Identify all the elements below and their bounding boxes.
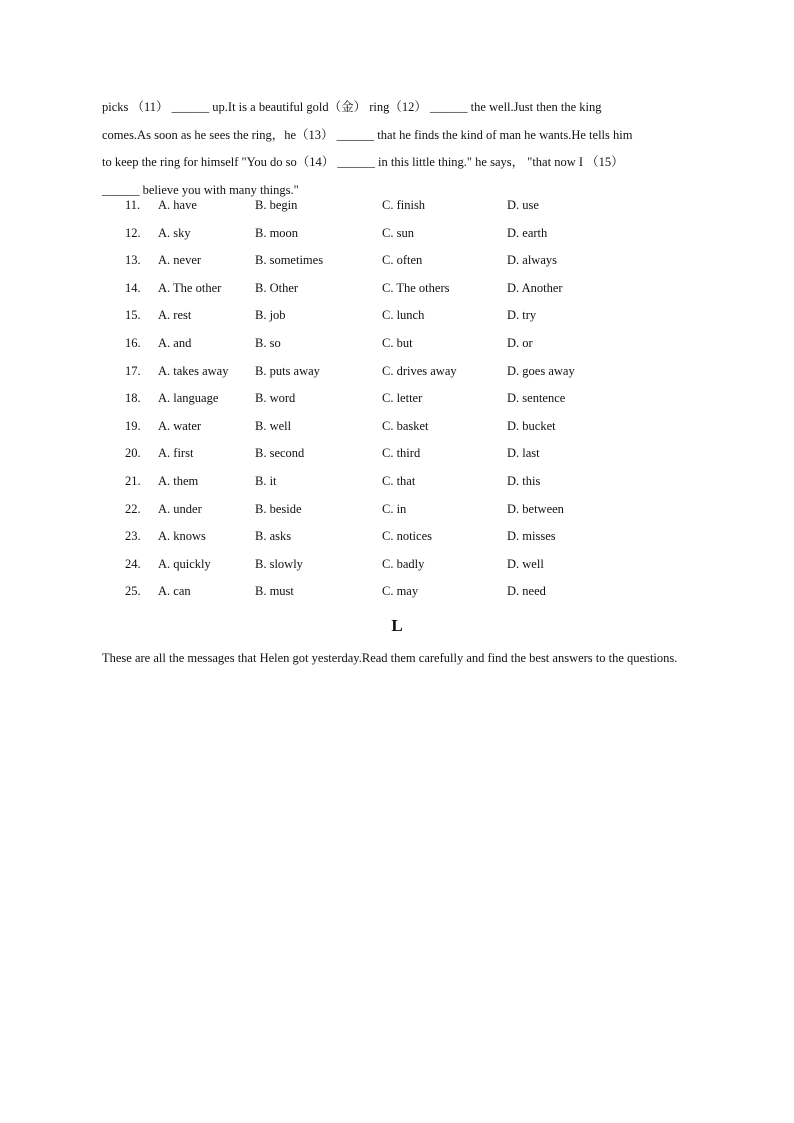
option-a: A. water xyxy=(158,418,202,433)
option-d: D. Another xyxy=(507,280,563,295)
option-b: B. it xyxy=(255,473,277,488)
option-c: C. that xyxy=(382,473,416,488)
option-b: B. sometimes xyxy=(255,253,324,268)
option-c: C. in xyxy=(382,501,407,516)
passage-line: comes.As soon as he sees the ring，he（13） ______ that he finds the kind of man he wants.He tells him xyxy=(102,127,633,142)
option-c: C. basket xyxy=(382,418,429,433)
option-b: B. word xyxy=(255,391,296,406)
question-row xyxy=(0,557,794,585)
option-d: D. use xyxy=(507,198,539,212)
option-a: A. can xyxy=(158,584,191,599)
option-b: B. must xyxy=(255,584,294,599)
option-b: B. second xyxy=(255,446,305,461)
option-b: B. begin xyxy=(255,198,298,212)
option-c: C. third xyxy=(382,446,421,461)
option-a: A. under xyxy=(158,501,202,516)
option-a: A. first xyxy=(158,446,194,461)
option-a: A. rest xyxy=(158,308,192,323)
question-number: 21. xyxy=(125,473,141,488)
question-number: 12. xyxy=(125,225,141,240)
question-number: 23. xyxy=(125,529,141,544)
question-row xyxy=(0,584,794,612)
option-a: A. and xyxy=(158,335,192,350)
question-number: 25. xyxy=(125,584,141,599)
option-c: C. drives away xyxy=(382,363,457,378)
question-number: 17. xyxy=(125,363,141,378)
question-number: 19. xyxy=(125,418,141,433)
option-a: A. knows xyxy=(158,529,206,544)
question-number: 13. xyxy=(125,253,141,268)
option-a: A. never xyxy=(158,253,202,268)
option-b: B. so xyxy=(255,335,281,350)
option-c: C. but xyxy=(382,335,413,350)
question-row xyxy=(0,226,794,254)
option-a: A. language xyxy=(158,391,219,406)
option-d: D. last xyxy=(507,446,540,461)
option-d: D. goes away xyxy=(507,363,575,378)
question-row xyxy=(0,502,794,530)
option-c: C. sun xyxy=(382,225,414,240)
option-c: C. letter xyxy=(382,391,423,406)
option-d: D. misses xyxy=(507,529,556,544)
answer-options-list xyxy=(0,198,794,612)
option-d: D. need xyxy=(507,584,546,599)
option-d: D. this xyxy=(507,473,541,488)
question-number: 18. xyxy=(125,391,141,406)
question-row xyxy=(0,391,794,419)
option-d: D. bucket xyxy=(507,418,556,433)
option-c: C. The others xyxy=(382,280,450,295)
question-row xyxy=(0,364,794,392)
question-row xyxy=(0,308,794,336)
option-b: B. job xyxy=(255,308,286,323)
option-d: D. always xyxy=(507,253,557,268)
option-b: B. asks xyxy=(255,529,292,544)
option-d: D. try xyxy=(507,308,537,323)
option-b: B. moon xyxy=(255,225,299,240)
option-a: A. takes away xyxy=(158,363,229,378)
question-row xyxy=(0,446,794,474)
option-c: C. may xyxy=(382,584,419,599)
question-row xyxy=(0,336,794,364)
option-a: A. have xyxy=(158,198,197,212)
option-d: D. sentence xyxy=(507,391,566,406)
option-d: D. well xyxy=(507,556,544,571)
option-b: B. Other xyxy=(255,280,299,295)
passage-line: to keep the ring for himself "You do so（14） ______ in this little thing." he says， "that now I （15） xyxy=(102,155,624,169)
question-number: 11. xyxy=(125,198,141,212)
question-row xyxy=(0,474,794,502)
section-intro: These are all the messages that Helen got yesterday.Read them carefully and find the best answers to the questions. xyxy=(102,651,678,665)
option-a: A. sky xyxy=(158,225,191,240)
option-d: D. or xyxy=(507,335,533,350)
question-number: 16. xyxy=(125,335,141,350)
option-b: B. well xyxy=(255,418,292,433)
option-c: C. finish xyxy=(382,198,426,212)
option-c: C. badly xyxy=(382,556,425,571)
option-c: C. notices xyxy=(382,529,432,544)
option-a: A. them xyxy=(158,473,199,488)
question-number: 20. xyxy=(125,446,141,461)
section-heading: L xyxy=(391,616,403,635)
option-d: D. between xyxy=(507,501,564,516)
question-number: 22. xyxy=(125,501,141,516)
option-c: C. lunch xyxy=(382,308,425,323)
question-number: 14. xyxy=(125,280,141,295)
question-row xyxy=(0,198,794,226)
option-c: C. often xyxy=(382,253,423,268)
passage-line: picks （11） ______ up.It is a beautiful gold（金） ring（12） ______ the well.Just then the king xyxy=(102,100,602,114)
option-a: A. The other xyxy=(158,280,222,295)
question-row xyxy=(0,419,794,447)
question-row xyxy=(0,281,794,309)
option-d: D. earth xyxy=(507,225,548,240)
passage-line: ______ believe you with many things." xyxy=(102,182,299,197)
option-b: B. slowly xyxy=(255,556,303,571)
option-a: A. quickly xyxy=(158,556,211,571)
option-b: B. puts away xyxy=(255,363,320,378)
question-row xyxy=(0,529,794,557)
question-number: 15. xyxy=(125,308,141,323)
question-row xyxy=(0,253,794,281)
cloze-passage xyxy=(102,94,698,204)
question-number: 24. xyxy=(125,556,141,571)
option-b: B. beside xyxy=(255,501,302,516)
